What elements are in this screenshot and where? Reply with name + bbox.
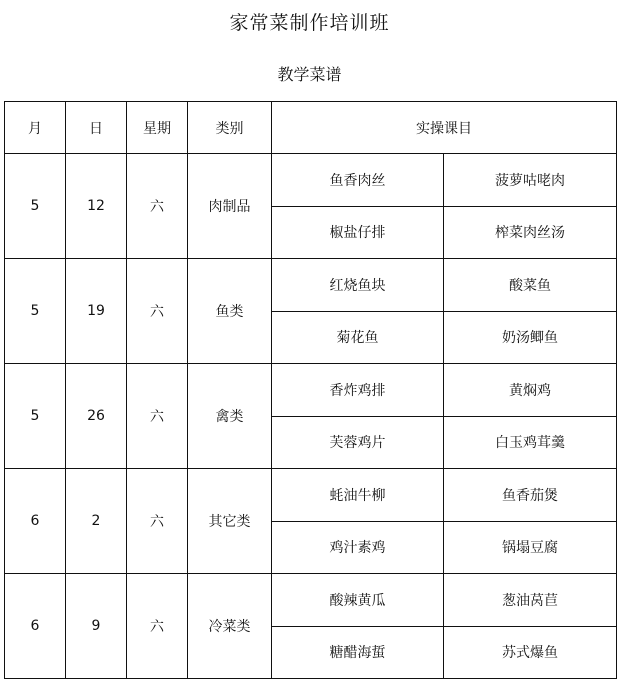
cell-dish: 葱油莴苣: [444, 574, 617, 627]
cell-dish: 红烧鱼块: [272, 259, 444, 312]
cell-dish: 芙蓉鸡片: [272, 416, 444, 469]
cell-dish: 椒盐仔排: [272, 206, 444, 259]
cell-category: 冷菜类: [188, 574, 272, 679]
cell-dish: 鸡汁素鸡: [272, 521, 444, 574]
header-month: 月: [5, 102, 66, 154]
cell-day: 26: [66, 364, 127, 469]
page-subtitle: 教学菜谱: [277, 65, 342, 84]
cell-month: 5: [5, 364, 66, 469]
cell-dish: 酸辣黄瓜: [272, 574, 444, 627]
cell-dish: 白玉鸡茸羹: [444, 416, 617, 469]
cell-dish: 鱼香肉丝: [272, 154, 444, 207]
cell-dish: 糖醋海蜇: [272, 626, 444, 679]
cell-category: 鱼类: [188, 259, 272, 364]
table-row: [5, 574, 617, 627]
header-day: 日: [66, 102, 127, 154]
cell-month: 5: [5, 154, 66, 259]
table-row: [5, 364, 617, 417]
page-title: 家常菜制作培训班: [229, 12, 390, 34]
table-row: [5, 469, 617, 522]
header-category: 类别: [188, 102, 272, 154]
cell-dish: 黄焖鸡: [444, 364, 617, 417]
table-row: [5, 259, 617, 312]
cell-dish: 奶汤鲫鱼: [444, 311, 617, 364]
cell-category: 其它类: [188, 469, 272, 574]
cell-dish: 菊花鱼: [272, 311, 444, 364]
cell-dish: 苏式爆鱼: [444, 626, 617, 679]
cell-dish: 锅塌豆腐: [444, 521, 617, 574]
cell-weekday: 六: [127, 469, 188, 574]
cell-day: 2: [66, 469, 127, 574]
cell-month: 6: [5, 469, 66, 574]
cell-dish: 榨菜肉丝汤: [444, 206, 617, 259]
menu-table: [4, 101, 617, 679]
cell-category: 肉制品: [188, 154, 272, 259]
table-header-row: [5, 102, 617, 154]
cell-dish: 鱼香茄煲: [444, 469, 617, 522]
cell-dish: 菠萝咕咾肉: [444, 154, 617, 207]
cell-day: 19: [66, 259, 127, 364]
table-row: [5, 154, 617, 207]
header-practice: 实操课目: [272, 102, 617, 154]
cell-day: 12: [66, 154, 127, 259]
cell-weekday: 六: [127, 259, 188, 364]
cell-weekday: 六: [127, 154, 188, 259]
cell-dish: 酸菜鱼: [444, 259, 617, 312]
cell-dish: 香炸鸡排: [272, 364, 444, 417]
cell-dish: 蚝油牛柳: [272, 469, 444, 522]
cell-category: 禽类: [188, 364, 272, 469]
cell-month: 5: [5, 259, 66, 364]
header-weekday: 星期: [127, 102, 188, 154]
cell-weekday: 六: [127, 364, 188, 469]
cell-weekday: 六: [127, 574, 188, 679]
cell-day: 9: [66, 574, 127, 679]
cell-month: 6: [5, 574, 66, 679]
